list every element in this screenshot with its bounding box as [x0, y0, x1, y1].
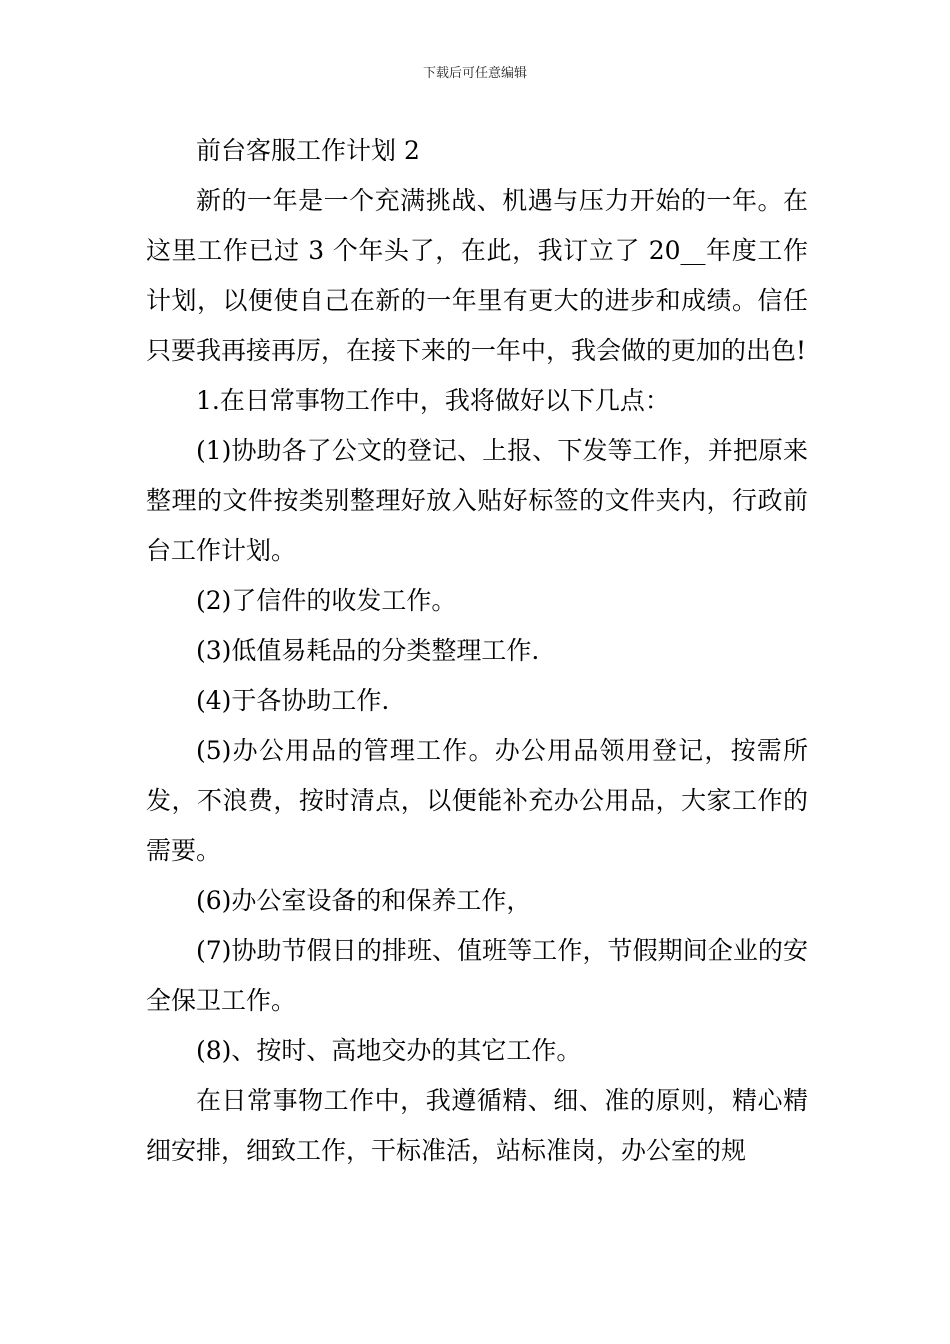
paragraph-conclusion: 在日常事物工作中，我遵循精、细、准的原则，精心精细安排，细致工作，干标准活，站标准岗，办公室的规: [146, 1086, 808, 1165]
paragraph-item-7: (7)协助节假日的排班、值班等工作，节假期间企业的安全保卫工作。: [146, 936, 808, 1015]
paragraph-intro: 新的一年是一个充满挑战、机遇与压力开始的一年。在这里工作已过 3 个年头了，在此，我订立了 20__年度工作计划，以便使自己在新的一年里有更大的进步和成绩。信任只要我再接再厉，在接下来的一年中，我会做的更加的出色!: [146, 186, 808, 365]
paragraph-item-4: (4)于各协助工作.: [196, 686, 390, 715]
document-body: [146, 126, 808, 1176]
paragraph-item-1: (1)协助各了公文的登记、上报、下发等工作，并把原来整理的文件按类别整理好放入贴好标签的文件夹内，行政前台工作计划。: [146, 436, 808, 565]
paragraph-item-6: (6)办公室设备的和保养工作，: [196, 886, 532, 915]
paragraph-item-2: (2)了信件的收发工作。: [196, 586, 457, 615]
document-title: 前台客服工作计划 2: [196, 136, 420, 165]
paragraph-item-3: (3)低值易耗品的分类整理工作.: [196, 636, 540, 665]
paragraph-item-5: (5)办公用品的管理工作。办公用品领用登记，按需所发，不浪费，按时清点，以便能补充办公用品，大家工作的需要。: [146, 736, 808, 865]
paragraph-section-1: 1.在日常事物工作中，我将做好以下几点：: [196, 386, 670, 415]
page-header: 下载后可任意编辑: [422, 66, 527, 81]
paragraph-item-8: (8)、按时、高地交办的其它工作。: [196, 1036, 582, 1065]
